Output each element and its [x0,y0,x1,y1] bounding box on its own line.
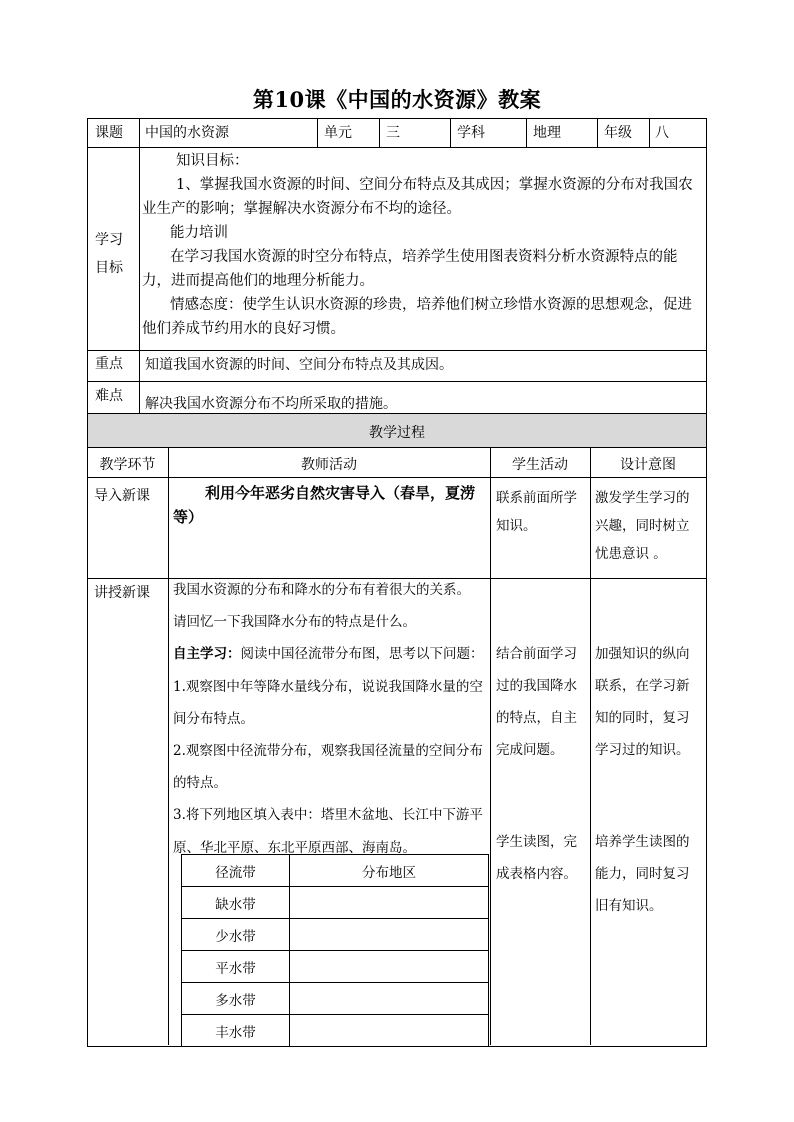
lesson-line-2: 请回忆一下我国降水分布的特点是什么。 [173,614,416,631]
objectives-content [142,149,702,341]
knowledge-heading: 知识目标： [176,153,249,169]
objectives-label: 学习 目标 [95,232,123,276]
self-study: 自主学习：阅读中国径流带分布图，思考以下问题： [173,646,484,663]
page-title: 第10课《中国的水资源》教案 [252,87,542,112]
question-2: 2.观察图中径流带分布，观察我国径流量的空间分布的特点。 [173,743,483,792]
col-stage: 教学环节 [99,457,156,473]
intro-stage: 导入新课 [94,488,150,504]
key-point-label: 重点 [95,356,123,372]
col-intent: 设计意图 [620,457,676,473]
grade-label: 年级 [604,125,632,141]
grade-value: 八 [655,125,669,141]
lesson-stage: 讲授新课 [94,585,150,601]
intro-student: 联系前面所学知识。 [496,490,577,534]
runoff-table [181,854,489,1047]
runoff-belt: 缺水带 [182,887,290,919]
runoff-area [290,887,489,919]
runoff-area [290,951,489,983]
key-point-text: 知道我国水资源的时间、空间分布特点及其成因。 [145,357,453,373]
runoff-header-belt: 径流带 [182,855,290,887]
knowledge-text: 1、掌握我国水资源的时间、空间分布特点及其成因；掌握水资源的分布对我国农业生产的影响；掌握解决水资源分布不均的途径。 [142,177,693,217]
runoff-area [290,983,489,1015]
unit-value: 三 [386,125,400,141]
runoff-area [290,919,489,951]
lesson-intent-1: 加强知识的纵向联系，在学习新知的同时，复习学习过的知识。 [595,646,690,758]
lesson-intent-2: 培养学生读图的能力，同时复习旧有知识。 [595,834,690,914]
topic-label: 课题 [95,125,123,141]
runoff-belt: 少水带 [182,919,290,951]
runoff-belt: 丰水带 [182,1015,290,1047]
intro-intent: 激发学生学习的兴趣，同时树立忧患意识 。 [595,490,690,562]
lesson-line-1: 我国水资源的分布和降水的分布有着很大的关系。 [173,582,470,598]
unit-label: 单元 [324,125,352,141]
lesson-student-1: 结合前面学习过的我国降水的特点，自主完成问题。 [496,646,577,758]
topic-value: 中国的水资源 [145,125,229,141]
runoff-area [290,1015,489,1047]
col-teacher: 教师活动 [301,457,357,473]
difficulty-text: 解决我国水资源分布不均所采取的措施。 [145,396,397,412]
runoff-belt: 多水带 [182,983,290,1015]
subject-label: 学科 [457,125,485,141]
col-student: 学生活动 [512,457,568,473]
difficulty-label: 难点 [95,388,123,404]
attitude-text: 情感态度：使学生认识水资源的珍贵，培养他们树立珍惜水资源的思想观念，促进他们养成节约用水的良好习惯。 [142,297,692,337]
runoff-belt: 平水带 [182,951,290,983]
ability-text: 在学习我国水资源的时空分布特点，培养学生使用图表资料分析水资源特点的能力，进而提高他们的地理分析能力。 [142,249,678,289]
question-3: 3.将下列地区填入表中：塔里木盆地、长江中下游平原、华北平原、东北平原西部、海南岛。 [173,807,483,856]
ability-heading: 能力培训 [170,225,228,241]
question-1: 1.观察图中年等降水量线分布，说说我国降水量的空间分布特点。 [173,678,483,727]
subject-value: 地理 [533,125,561,141]
lesson-teacher [173,574,485,864]
runoff-header-area: 分布地区 [290,855,489,887]
lesson-student-2: 学生读图，完成表格内容。 [496,834,577,882]
intro-teacher: 利用今年恶劣自然灾害导入（春旱，夏涝等） [173,484,476,526]
process-header: 教学过程 [369,425,425,441]
